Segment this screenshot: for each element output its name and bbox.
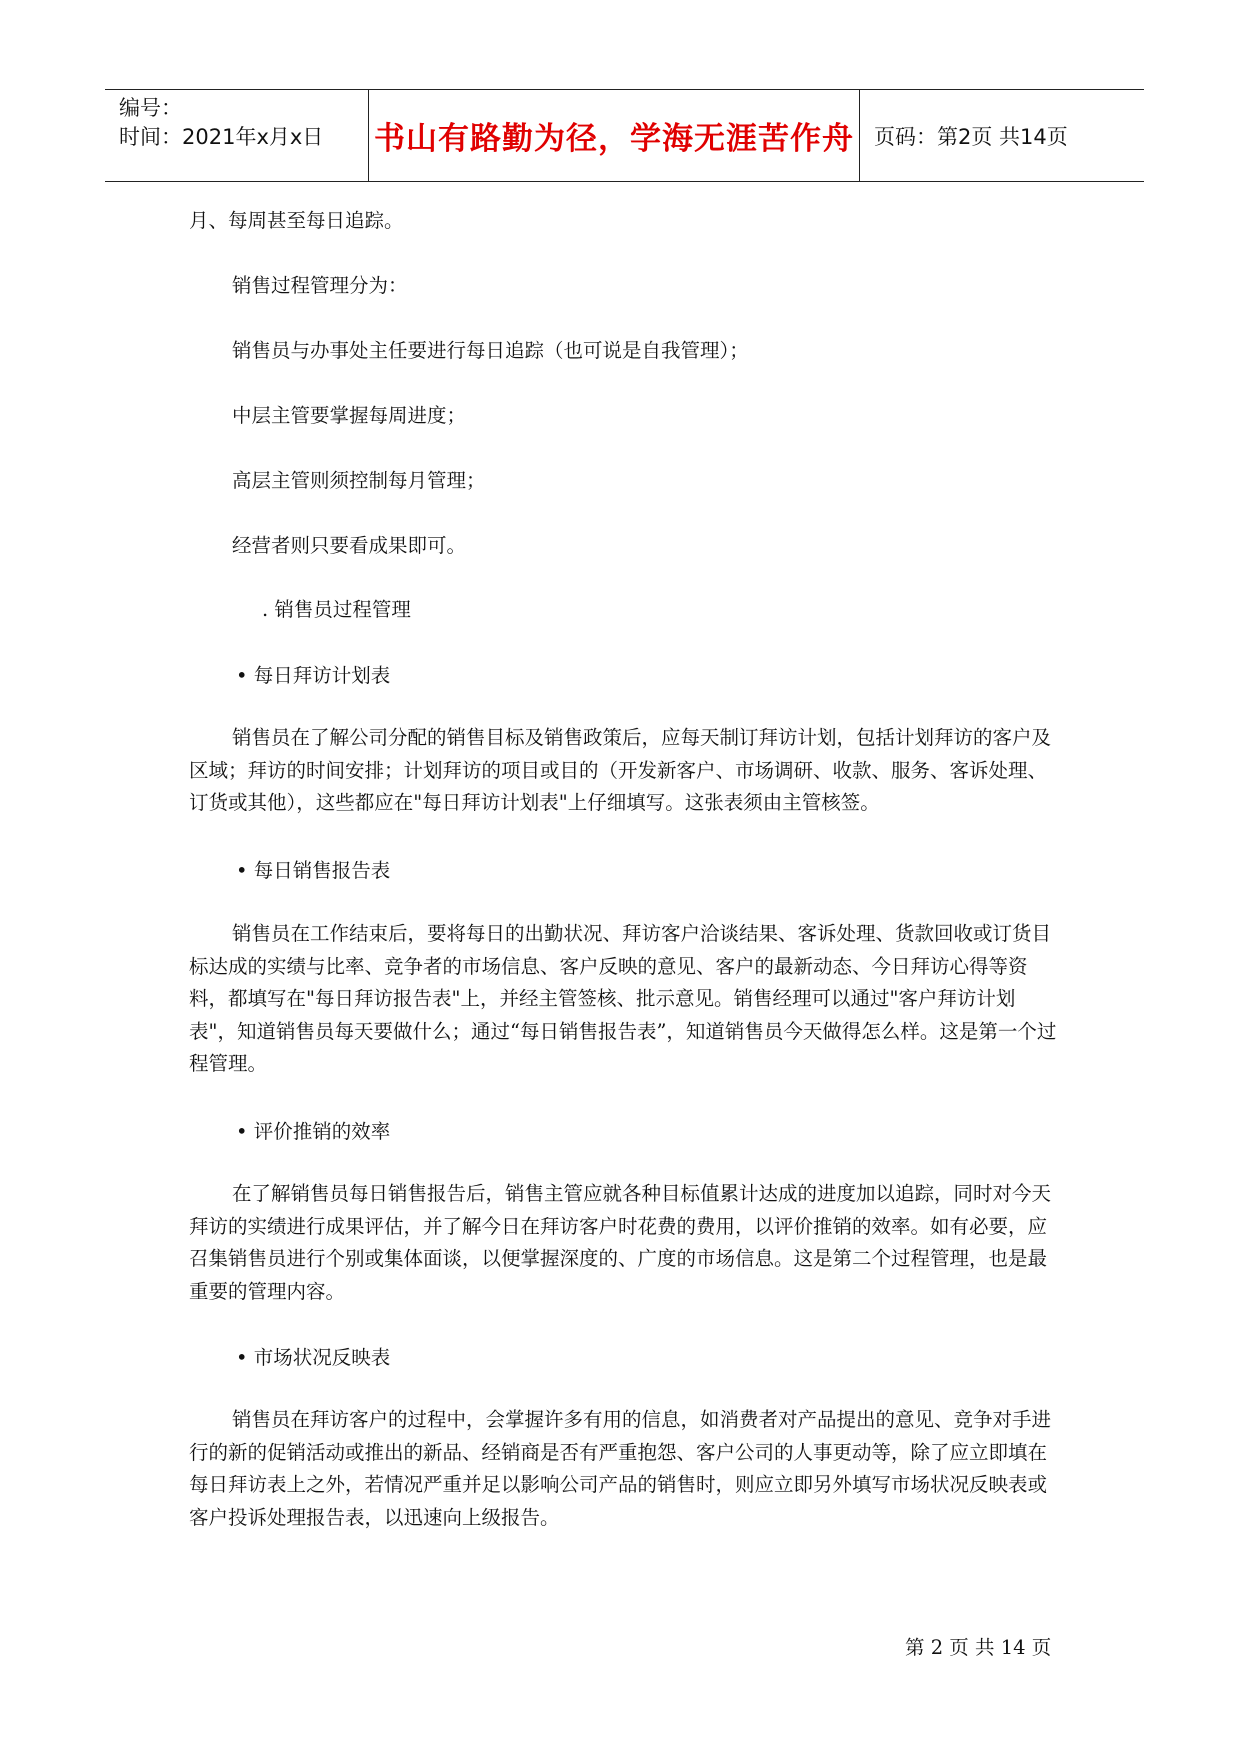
header-page-info: 页码：第2页 共14页: [874, 124, 1068, 149]
paragraph: 销售员在了解公司分配的销售目标及销售政策后，应每天制订拜访计划，包括计划拜访的客户及区域；拜访的时间安排；计划拜访的项目或目的（开发新客户、市场调研、收款、服务、客诉处理、订货或其他），这些都应在"每日拜访计划表"上仔细填写。这张表须由主管核签。: [189, 726, 1052, 814]
paragraph: 销售员在拜访客户的过程中，会掌握许多有用的信息，如消费者对产品提出的意见、竞争对手进行的新的促销活动或推出的新品、经销商是否有严重抱怨、客户公司的人事更动等，除了应立即填在每日拜访表上之外，若情况严重并足以影响公司产品的销售时，则应立即另外填写市场状况反映表或客户投诉处理报告表，以迅速向上级报告。: [189, 1408, 1052, 1529]
date-label: 时间：2021年x月x日: [119, 125, 324, 149]
body-line: 高层主管则须控制每月管理；: [232, 469, 486, 492]
bullet-heading: • 每日销售报告表: [236, 859, 391, 882]
body-line: 月、每周甚至每日追踪。: [189, 209, 404, 232]
header-motto: 书山有路勤为径，学海无涯苦作舟: [369, 90, 860, 181]
section-heading: . 销售员过程管理: [262, 598, 411, 621]
bullet-heading: • 市场状况反映表: [236, 1346, 391, 1369]
body-line: 中层主管要掌握每周进度；: [232, 404, 467, 427]
page-header: [105, 89, 1144, 182]
page-footer: 第 2 页 共 14 页: [905, 1636, 1052, 1659]
body-line: 经营者则只要看成果即可。: [232, 534, 467, 557]
paragraph: 销售员在工作结束后，要将每日的出勤状况、拜访客户洽谈结果、客诉处理、货款回收或订货目标达成的实绩与比率、竞争者的市场信息、客户反映的意见、客户的最新动态、今日拜访心得等资料，都填写在"每日拜访报告表"上，并经主管签核、批示意见。销售经理可以通过"客户拜访计划表"，知道销售员每天要做什么；通过“每日销售报告表”，知道销售员今天做得怎么样。这是第一个过程管理。: [189, 922, 1057, 1075]
header-meta: [105, 90, 369, 181]
number-label: 编号：: [119, 96, 182, 120]
bullet-heading: • 每日拜访计划表: [236, 664, 391, 687]
bullet-heading: • 评价推销的效率: [236, 1120, 391, 1143]
paragraph: 在了解销售员每日销售报告后，销售主管应就各种目标值累计达成的进度加以追踪，同时对今天拜访的实绩进行成果评估，并了解今日在拜访客户时花费的费用，以评价推销的效率。如有必要，应召集销售员进行个别或集体面谈，以便掌握深度的、广度的市场信息。这是第二个过程管理，也是最重要的管理内容。: [189, 1182, 1052, 1303]
body-line: 销售过程管理分为：: [232, 274, 408, 297]
body-line: 销售员与办事处主任要进行每日追踪（也可说是自我管理）；: [232, 339, 749, 362]
